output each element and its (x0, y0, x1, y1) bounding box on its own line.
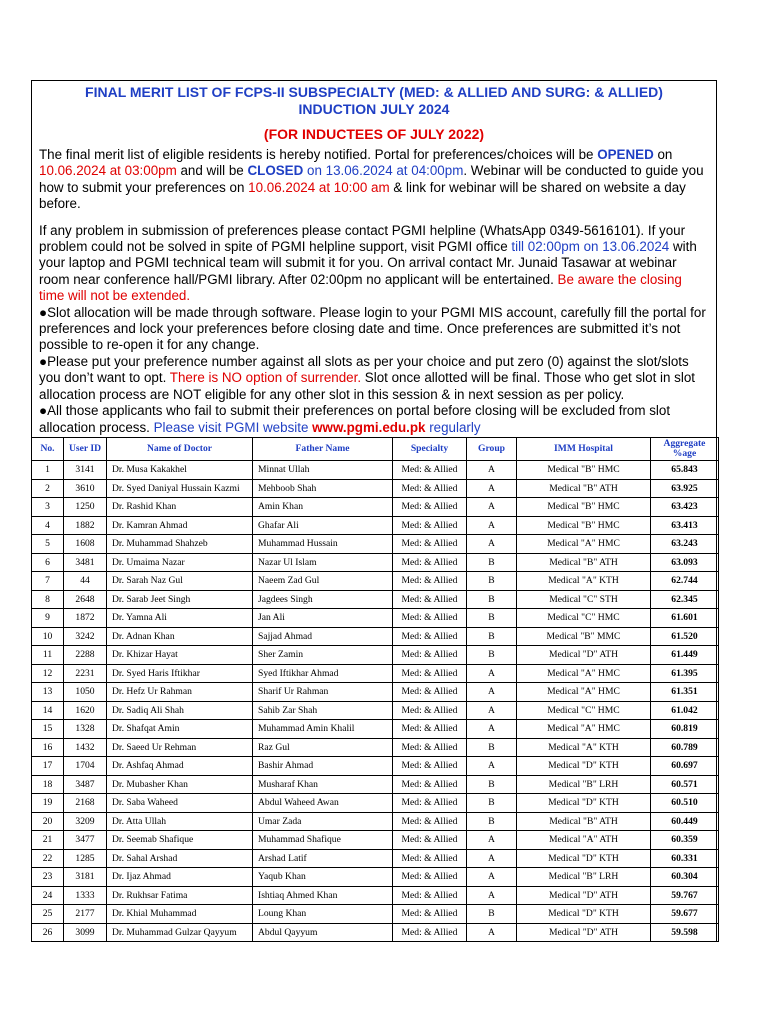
table-row (32, 775, 719, 794)
cell-group: B (467, 738, 517, 757)
cell-imm-hospital: Medical "A" HMC (517, 664, 651, 683)
cell-father-name: Mehboob Shah (253, 479, 393, 498)
cell-aggregate: 62.744 (651, 572, 719, 591)
webinar-date: 10.06.2024 at 10:00 am (248, 179, 390, 195)
cell-specialty: Med: & Allied (393, 812, 467, 831)
cell-no: 9 (32, 609, 64, 628)
cell-no: 10 (32, 627, 64, 646)
cell-group: B (467, 609, 517, 628)
cell-father-name: Abdul Qayyum (253, 923, 393, 942)
cell-user-id: 1608 (64, 535, 107, 554)
cell-aggregate: 63.925 (651, 479, 719, 498)
cell-user-id: 1882 (64, 516, 107, 535)
title-line-1: FINAL MERIT LIST OF FCPS-II SUBSPECIALTY (MED: & ALLIED AND SURG: & ALLIED) (85, 84, 663, 100)
page-subtitle: (FOR INDUCTEES OF JULY 2022) (263, 126, 485, 142)
cell-imm-hospital: Medical "A" KTH (517, 572, 651, 591)
cell-group: A (467, 757, 517, 776)
cell-user-id: 2648 (64, 590, 107, 609)
table-row (32, 498, 719, 517)
cell-father-name: Musharaf Khan (253, 775, 393, 794)
col-header-no: No. (32, 438, 64, 461)
cell-specialty: Med: & Allied (393, 646, 467, 665)
cell-aggregate: 60.510 (651, 794, 719, 813)
cell-doctor-name: Dr. Shafqat Amin (107, 720, 253, 739)
cell-aggregate: 63.093 (651, 553, 719, 572)
cell-imm-hospital: Medical "B" ATH (517, 553, 651, 572)
cell-specialty: Med: & Allied (393, 868, 467, 887)
cell-specialty: Med: & Allied (393, 627, 467, 646)
p2-text-b: with your laptop and PGMI technical team will submit it for you. On arrival contact Mr. Junaid Tasawar at webinar room near conference hall/PGMI library. After 02:00pm no applicant will be entertained. (39, 239, 697, 287)
cell-aggregate: 61.395 (651, 664, 719, 683)
cell-doctor-name: Dr. Sarab Jeet Singh (107, 590, 253, 609)
cell-no: 17 (32, 757, 64, 776)
cell-group: A (467, 664, 517, 683)
table-row (32, 683, 719, 702)
cell-specialty: Med: & Allied (393, 609, 467, 628)
cell-no: 13 (32, 683, 64, 702)
cell-no: 7 (32, 572, 64, 591)
table-row (32, 794, 719, 813)
cell-group: B (467, 775, 517, 794)
cell-doctor-name: Dr. Sadiq Ali Shah (107, 701, 253, 720)
cell-aggregate: 61.520 (651, 627, 719, 646)
cell-user-id: 1432 (64, 738, 107, 757)
cell-doctor-name: Dr. Sarah Naz Gul (107, 572, 253, 591)
cell-imm-hospital: Medical "B" HMC (517, 498, 651, 517)
cell-no: 6 (32, 553, 64, 572)
cell-no: 4 (32, 516, 64, 535)
col-header-group: Group (467, 438, 517, 461)
cell-user-id: 2288 (64, 646, 107, 665)
cell-imm-hospital: Medical "C" HMC (517, 701, 651, 720)
cell-aggregate: 63.423 (651, 498, 719, 517)
table-row (32, 572, 719, 591)
table-row (32, 923, 719, 942)
table-row (32, 664, 719, 683)
cell-doctor-name: Dr. Mubasher Khan (107, 775, 253, 794)
cell-group: B (467, 905, 517, 924)
cell-specialty: Med: & Allied (393, 923, 467, 942)
cell-doctor-name: Dr. Ijaz Ahmad (107, 868, 253, 887)
cell-father-name: Muhammad Amin Khalil (253, 720, 393, 739)
p1-text-e: . Webinar will be conducted to guide you how to submit your preferences on (39, 163, 704, 195)
cell-aggregate: 60.789 (651, 738, 719, 757)
cell-group: A (467, 886, 517, 905)
table-row (32, 812, 719, 831)
cell-specialty: Med: & Allied (393, 886, 467, 905)
cell-no: 14 (32, 701, 64, 720)
b2-text-a: ●Please put your preference number against all slots as per your choice and put zero (0) against the slot/slots you don’t want to opt. (39, 353, 689, 386)
cell-father-name: Abdul Waheed Awan (253, 794, 393, 813)
cell-specialty: Med: & Allied (393, 720, 467, 739)
cell-group: A (467, 701, 517, 720)
cell-imm-hospital: Medical "B" MMC (517, 627, 651, 646)
table-row (32, 720, 719, 739)
table-row (32, 461, 719, 480)
table-row (32, 479, 719, 498)
table-row (32, 905, 719, 924)
no-surrender-note: There is NO option of surrender. (169, 370, 362, 386)
notice-paragraph-2 (32, 223, 716, 305)
cell-father-name: Sajjad Ahmad (253, 627, 393, 646)
cell-imm-hospital: Medical "D" KTH (517, 849, 651, 868)
table-body (32, 461, 719, 942)
cell-doctor-name: Dr. Khial Muhammad (107, 905, 253, 924)
cell-group: B (467, 794, 517, 813)
cell-specialty: Med: & Allied (393, 535, 467, 554)
cell-user-id: 3099 (64, 923, 107, 942)
cell-user-id: 3141 (64, 461, 107, 480)
cell-group: A (467, 868, 517, 887)
cell-father-name: Loung Khan (253, 905, 393, 924)
cell-user-id: 1328 (64, 720, 107, 739)
cell-group: A (467, 720, 517, 739)
cell-doctor-name: Dr. Kamran Ahmad (107, 516, 253, 535)
cell-user-id: 44 (64, 572, 107, 591)
cell-imm-hospital: Medical "B" ATH (517, 812, 651, 831)
cell-specialty: Med: & Allied (393, 572, 467, 591)
cell-imm-hospital: Medical "D" ATH (517, 886, 651, 905)
table-row (32, 738, 719, 757)
cell-doctor-name: Dr. Rashid Khan (107, 498, 253, 517)
cell-aggregate: 60.571 (651, 775, 719, 794)
cell-no: 2 (32, 479, 64, 498)
cell-user-id: 3487 (64, 775, 107, 794)
closing-warning: Be aware the closing time will not be extended. (39, 271, 682, 304)
cell-user-id: 1333 (64, 886, 107, 905)
document-header (32, 81, 716, 436)
p2-text-a: If any problem in submission of preferences please contact PGMI helpline (WhatsApp 0349-5616101). If your problem could not be solved in spite of PGMI helpline support, visit PGMI office (39, 222, 686, 255)
table-row (32, 849, 719, 868)
cell-group: B (467, 572, 517, 591)
b3-text-a: ●All those applicants who fail to submit their preferences on portal before closing will be excluded from slot allocation process. (39, 403, 671, 435)
cell-user-id: 3242 (64, 627, 107, 646)
cell-specialty: Med: & Allied (393, 683, 467, 702)
cell-aggregate: 59.767 (651, 886, 719, 905)
cell-group: B (467, 627, 517, 646)
opened-label: OPENED (597, 147, 654, 162)
cell-doctor-name: Dr. Hefz Ur Rahman (107, 683, 253, 702)
table-row (32, 868, 719, 887)
cell-aggregate: 59.598 (651, 923, 719, 942)
cell-aggregate: 63.243 (651, 535, 719, 554)
table-row (32, 553, 719, 572)
cell-doctor-name: Dr. Ashfaq Ahmad (107, 757, 253, 776)
bullet-exclusion (32, 403, 716, 436)
table-row (32, 627, 719, 646)
cell-aggregate: 62.345 (651, 590, 719, 609)
cell-user-id: 1872 (64, 609, 107, 628)
cell-user-id: 2231 (64, 664, 107, 683)
cell-father-name: Sahib Zar Shah (253, 701, 393, 720)
cell-aggregate: 60.359 (651, 831, 719, 850)
cell-specialty: Med: & Allied (393, 498, 467, 517)
cell-imm-hospital: Medical "A" HMC (517, 683, 651, 702)
cell-aggregate: 60.331 (651, 849, 719, 868)
cell-no: 24 (32, 886, 64, 905)
title-line-2: INDUCTION JULY 2024 (298, 101, 450, 117)
notice-paragraph-1 (32, 147, 716, 213)
cell-group: B (467, 812, 517, 831)
bullet-preferences (32, 354, 716, 403)
col-header-imm-hospital: IMM Hospital (517, 438, 651, 461)
cell-father-name: Yaqub Khan (253, 868, 393, 887)
col-header-father: Father Name (253, 438, 393, 461)
p1-text-f: & link for webinar will be shared on website a day before. (39, 179, 686, 212)
cell-user-id: 1050 (64, 683, 107, 702)
cell-user-id: 2177 (64, 905, 107, 924)
table-row (32, 516, 719, 535)
cell-no: 3 (32, 498, 64, 517)
cell-group: B (467, 590, 517, 609)
cell-no: 15 (32, 720, 64, 739)
cell-specialty: Med: & Allied (393, 905, 467, 924)
cell-no: 18 (32, 775, 64, 794)
cell-father-name: Bashir Ahmad (253, 757, 393, 776)
cell-specialty: Med: & Allied (393, 831, 467, 850)
cell-user-id: 3481 (64, 553, 107, 572)
cell-user-id: 3610 (64, 479, 107, 498)
cell-imm-hospital: Medical "B" ATH (517, 479, 651, 498)
cell-doctor-name: Dr. Seemab Shafique (107, 831, 253, 850)
cell-no: 5 (32, 535, 64, 554)
cell-aggregate: 60.819 (651, 720, 719, 739)
cell-doctor-name: Dr. Sahal Arshad (107, 849, 253, 868)
website-link[interactable]: www.pgmi.edu.pk (312, 419, 426, 435)
table-row (32, 609, 719, 628)
cell-father-name: Ghafar Ali (253, 516, 393, 535)
cell-user-id: 2168 (64, 794, 107, 813)
cell-imm-hospital: Medical "A" ATH (517, 831, 651, 850)
closed-label: CLOSED (247, 163, 304, 179)
cell-user-id: 1250 (64, 498, 107, 517)
col-header-user-id: User ID (64, 438, 107, 461)
page-title (32, 84, 716, 118)
cell-no: 22 (32, 849, 64, 868)
cell-group: B (467, 553, 517, 572)
cell-no: 23 (32, 868, 64, 887)
b2-text-b: Slot once allotted will be final. Those who get slot in slot allocation process are NOT eligible for any other slot in this session & in next session as per policy. (39, 370, 696, 402)
cell-imm-hospital: Medical "C" STH (517, 590, 651, 609)
bullet-slot-allocation: ●Slot allocation will be made through software. Please login to your PGMI MIS account, carefully fill the portal for preferences and lock your preferences before closing date and time. Once preferences are submitted it’s not possible to re-open it for any change. (39, 304, 706, 353)
cell-doctor-name: Dr. Atta Ullah (107, 812, 253, 831)
cell-specialty: Med: & Allied (393, 757, 467, 776)
cell-no: 11 (32, 646, 64, 665)
cell-imm-hospital: Medical "B" LRH (517, 775, 651, 794)
table-header-row (32, 438, 719, 461)
cell-aggregate: 60.697 (651, 757, 719, 776)
cell-group: A (467, 461, 517, 480)
cell-imm-hospital: Medical "C" HMC (517, 609, 651, 628)
merit-list-table (31, 437, 719, 942)
cell-no: 16 (32, 738, 64, 757)
cell-specialty: Med: & Allied (393, 849, 467, 868)
cell-father-name: Raz Gul (253, 738, 393, 757)
cell-father-name: Sher Zamin (253, 646, 393, 665)
cell-imm-hospital: Medical "B" HMC (517, 461, 651, 480)
cell-father-name: Jagdees Singh (253, 590, 393, 609)
cell-father-name: Naeem Zad Gul (253, 572, 393, 591)
cell-doctor-name: Dr. Syed Haris Iftikhar (107, 664, 253, 683)
cell-specialty: Med: & Allied (393, 775, 467, 794)
cell-imm-hospital: Medical "D" ATH (517, 646, 651, 665)
cell-father-name: Amin Khan (253, 498, 393, 517)
cell-doctor-name: Dr. Muhammad Shahzeb (107, 535, 253, 554)
table-row (32, 831, 719, 850)
cell-imm-hospital: Medical "A" KTH (517, 738, 651, 757)
cell-father-name: Ishtiaq Ahmed Khan (253, 886, 393, 905)
cell-group: A (467, 849, 517, 868)
cell-group: A (467, 831, 517, 850)
cell-doctor-name: Dr. Umaima Nazar (107, 553, 253, 572)
cell-no: 21 (32, 831, 64, 850)
p1-text-a: The final merit list of eligible residents is hereby notified. Portal for preferences/choices will be (39, 147, 598, 162)
cell-imm-hospital: Medical "D" KTH (517, 757, 651, 776)
cell-group: A (467, 535, 517, 554)
cell-father-name: Sharif Ur Rahman (253, 683, 393, 702)
cell-aggregate: 65.843 (651, 461, 719, 480)
cell-group: A (467, 683, 517, 702)
cell-group: A (467, 479, 517, 498)
table-row (32, 590, 719, 609)
cell-aggregate: 60.304 (651, 868, 719, 887)
cell-aggregate: 59.677 (651, 905, 719, 924)
cell-no: 8 (32, 590, 64, 609)
close-date: on 13.06.2024 at 04:00pm (303, 163, 464, 179)
table-row (32, 757, 719, 776)
cell-specialty: Med: & Allied (393, 664, 467, 683)
cell-aggregate: 60.449 (651, 812, 719, 831)
cell-specialty: Med: & Allied (393, 461, 467, 480)
cell-imm-hospital: Medical "B" LRH (517, 868, 651, 887)
cell-no: 12 (32, 664, 64, 683)
cell-father-name: Muhammad Shafique (253, 831, 393, 850)
cell-no: 19 (32, 794, 64, 813)
cell-doctor-name: Dr. Muhammad Gulzar Qayyum (107, 923, 253, 942)
cell-group: A (467, 516, 517, 535)
cell-father-name: Arshad Latif (253, 849, 393, 868)
cell-no: 20 (32, 812, 64, 831)
cell-doctor-name: Dr. Rukhsar Fatima (107, 886, 253, 905)
cell-aggregate: 61.351 (651, 683, 719, 702)
cell-doctor-name: Dr. Syed Daniyal Hussain Kazmi (107, 479, 253, 498)
cell-specialty: Med: & Allied (393, 516, 467, 535)
cell-no: 25 (32, 905, 64, 924)
cell-specialty: Med: & Allied (393, 553, 467, 572)
open-date: 10.06.2024 at 03:00pm (39, 163, 177, 179)
cell-imm-hospital: Medical "D" ATH (517, 923, 651, 942)
office-deadline: till 02:00pm on 13.06.2024 (511, 239, 670, 255)
cell-group: A (467, 923, 517, 942)
cell-no: 1 (32, 461, 64, 480)
cell-specialty: Med: & Allied (393, 738, 467, 757)
cell-imm-hospital: Medical "A" HMC (517, 720, 651, 739)
cell-father-name: Nazar Ul Islam (253, 553, 393, 572)
cell-imm-hospital: Medical "D" KTH (517, 905, 651, 924)
col-header-name: Name of Doctor (107, 438, 253, 461)
col-header-aggregate: Aggregate %age (651, 438, 719, 461)
cell-doctor-name: Dr. Khizar Hayat (107, 646, 253, 665)
col-header-specialty: Specialty (393, 438, 467, 461)
cell-specialty: Med: & Allied (393, 701, 467, 720)
visit-text: Please visit PGMI website (153, 419, 313, 435)
cell-aggregate: 61.042 (651, 701, 719, 720)
cell-doctor-name: Dr. Yamna Ali (107, 609, 253, 628)
p1-text-c: and will be (176, 163, 248, 179)
cell-no: 26 (32, 923, 64, 942)
cell-user-id: 1620 (64, 701, 107, 720)
cell-specialty: Med: & Allied (393, 794, 467, 813)
cell-doctor-name: Dr. Adnan Khan (107, 627, 253, 646)
cell-user-id: 3181 (64, 868, 107, 887)
cell-imm-hospital: Medical "A" HMC (517, 535, 651, 554)
cell-imm-hospital: Medical "D" KTH (517, 794, 651, 813)
cell-user-id: 1704 (64, 757, 107, 776)
cell-user-id: 3477 (64, 831, 107, 850)
cell-group: B (467, 646, 517, 665)
cell-doctor-name: Dr. Saba Waheed (107, 794, 253, 813)
cell-specialty: Med: & Allied (393, 479, 467, 498)
cell-father-name: Minnat Ullah (253, 461, 393, 480)
table-row (32, 886, 719, 905)
cell-doctor-name: Dr. Musa Kakakhel (107, 461, 253, 480)
cell-father-name: Jan Ali (253, 609, 393, 628)
cell-aggregate: 61.601 (651, 609, 719, 628)
cell-aggregate: 63.413 (651, 516, 719, 535)
table-row (32, 646, 719, 665)
table-row (32, 701, 719, 720)
cell-specialty: Med: & Allied (393, 590, 467, 609)
cell-father-name: Umar Zada (253, 812, 393, 831)
cell-aggregate: 61.449 (651, 646, 719, 665)
cell-group: A (467, 498, 517, 517)
cell-imm-hospital: Medical "B" HMC (517, 516, 651, 535)
cell-user-id: 1285 (64, 849, 107, 868)
cell-user-id: 3209 (64, 812, 107, 831)
regularly-text: regularly (425, 419, 481, 435)
cell-father-name: Muhammad Hussain (253, 535, 393, 554)
p1-text-b: on (653, 147, 673, 162)
cell-doctor-name: Dr. Saeed Ur Rehman (107, 738, 253, 757)
table-row (32, 535, 719, 554)
cell-father-name: Syed Iftikhar Ahmad (253, 664, 393, 683)
